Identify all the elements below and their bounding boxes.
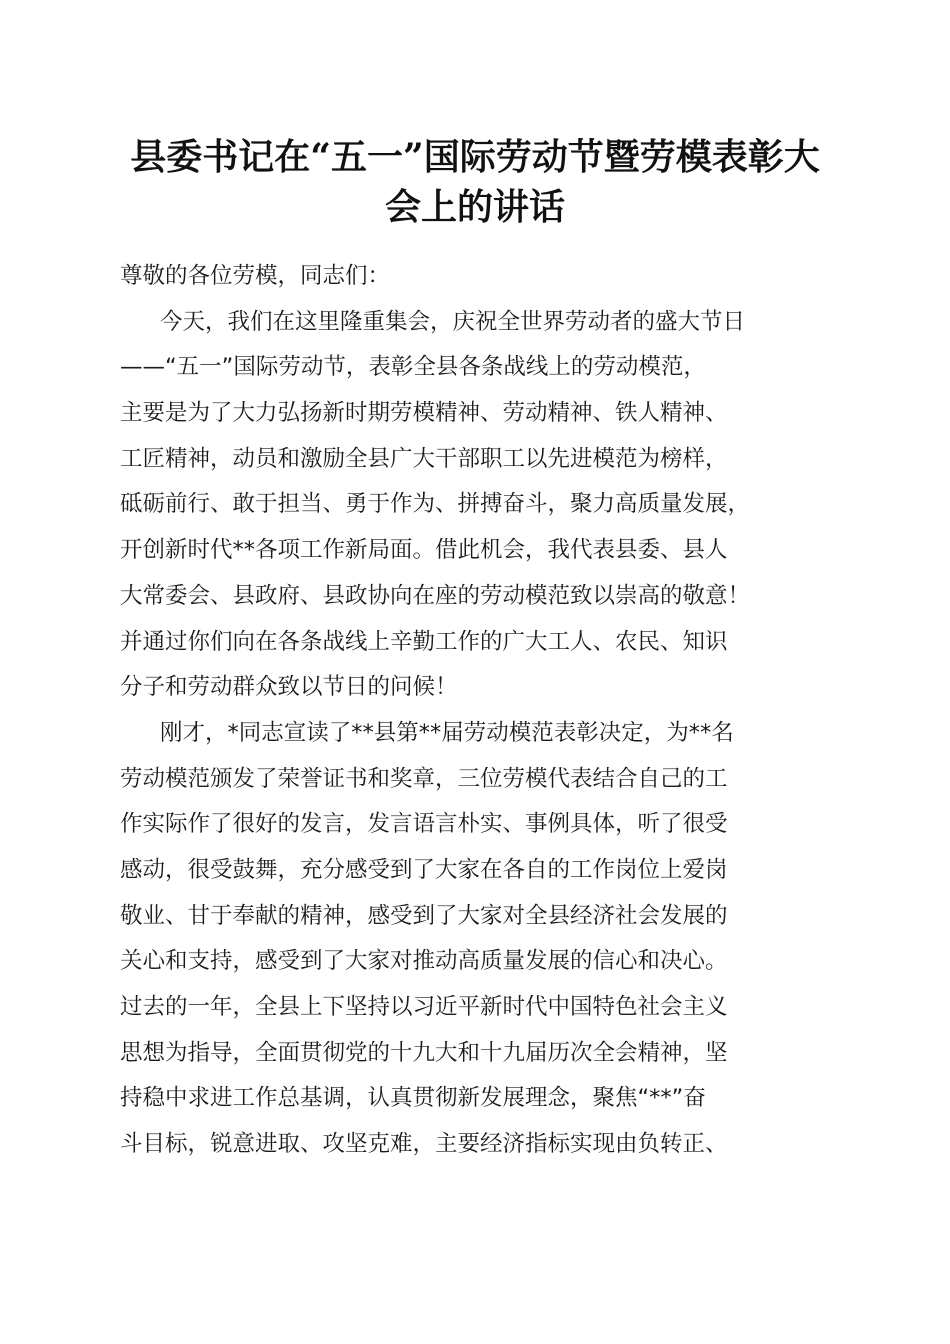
paragraph-line: 过去的一年，全县上下坚持以习近平新时代中国特色社会主义	[120, 994, 728, 1020]
paragraph-line: 并通过你们向在各条战线上辛勤工作的广大工人、农民、知识	[120, 628, 728, 655]
paragraph-line: 今天，我们在这里隆重集会，庆祝全世界劳动者的盛大节日	[160, 308, 746, 335]
paragraph-line: 砥砺前行、敢于担当、勇于作为、拼搏奋斗，聚力高质量发展，	[120, 491, 751, 518]
paragraph-2	[120, 711, 840, 1168]
title-line: 县委书记在“五一”国际劳动节暨劳模表彰大	[130, 136, 820, 178]
paragraph-line: 分子和劳动群众致以节日的问候！	[120, 674, 458, 701]
paragraph-line: 主要是为了大力弘扬新时期劳模精神、劳动精神、铁人精神、	[120, 400, 728, 427]
title-line: 会上的讲话	[384, 186, 565, 228]
paragraph-line: ——“五一”国际劳动节，表彰全县各条战线上的劳动模范，	[120, 354, 706, 381]
document-title	[100, 132, 850, 232]
paragraph-line: 劳动模范颁发了荣誉证书和奖章，三位劳模代表结合自己的工	[120, 765, 728, 792]
paragraph-line: 持稳中求进工作总基调，认真贯彻新发展理念，聚焦“**”奋	[120, 1085, 706, 1112]
paragraph-1	[120, 300, 840, 711]
paragraph-line: 思想为指导，全面贯彻党的十九大和十九届历次全会精神，坚	[120, 1039, 728, 1066]
paragraph-line: 作实际作了很好的发言，发言语言朴实、事例具体，听了很受	[120, 811, 728, 838]
document-body	[120, 254, 840, 1168]
paragraph-line: 关心和支持，感受到了大家对推动高质量发展的信心和决心。	[120, 948, 728, 975]
salutation: 尊敬的各位劳模，同志们：	[120, 263, 391, 289]
paragraph-line: 开创新时代**各项工作新局面。借此机会，我代表县委、县人	[120, 537, 728, 564]
paragraph-line: 敬业、甘于奉献的精神，感受到了大家对全县经济社会发展的	[120, 902, 728, 929]
paragraph-line: 工匠精神，动员和激励全县广大干部职工以先进模范为榜样，	[120, 445, 728, 472]
paragraph-line: 斗目标，锐意进取、攻坚克难，主要经济指标实现由负转正、	[120, 1131, 728, 1158]
paragraph-line: 大常委会、县政府、县政协向在座的劳动模范致以崇高的敬意！	[120, 582, 751, 609]
paragraph-line: 刚才，*同志宣读了**县第**届劳动模范表彰决定，为**名	[160, 719, 734, 746]
paragraph-line: 感动，很受鼓舞，充分感受到了大家在各自的工作岗位上爱岗	[120, 856, 728, 883]
